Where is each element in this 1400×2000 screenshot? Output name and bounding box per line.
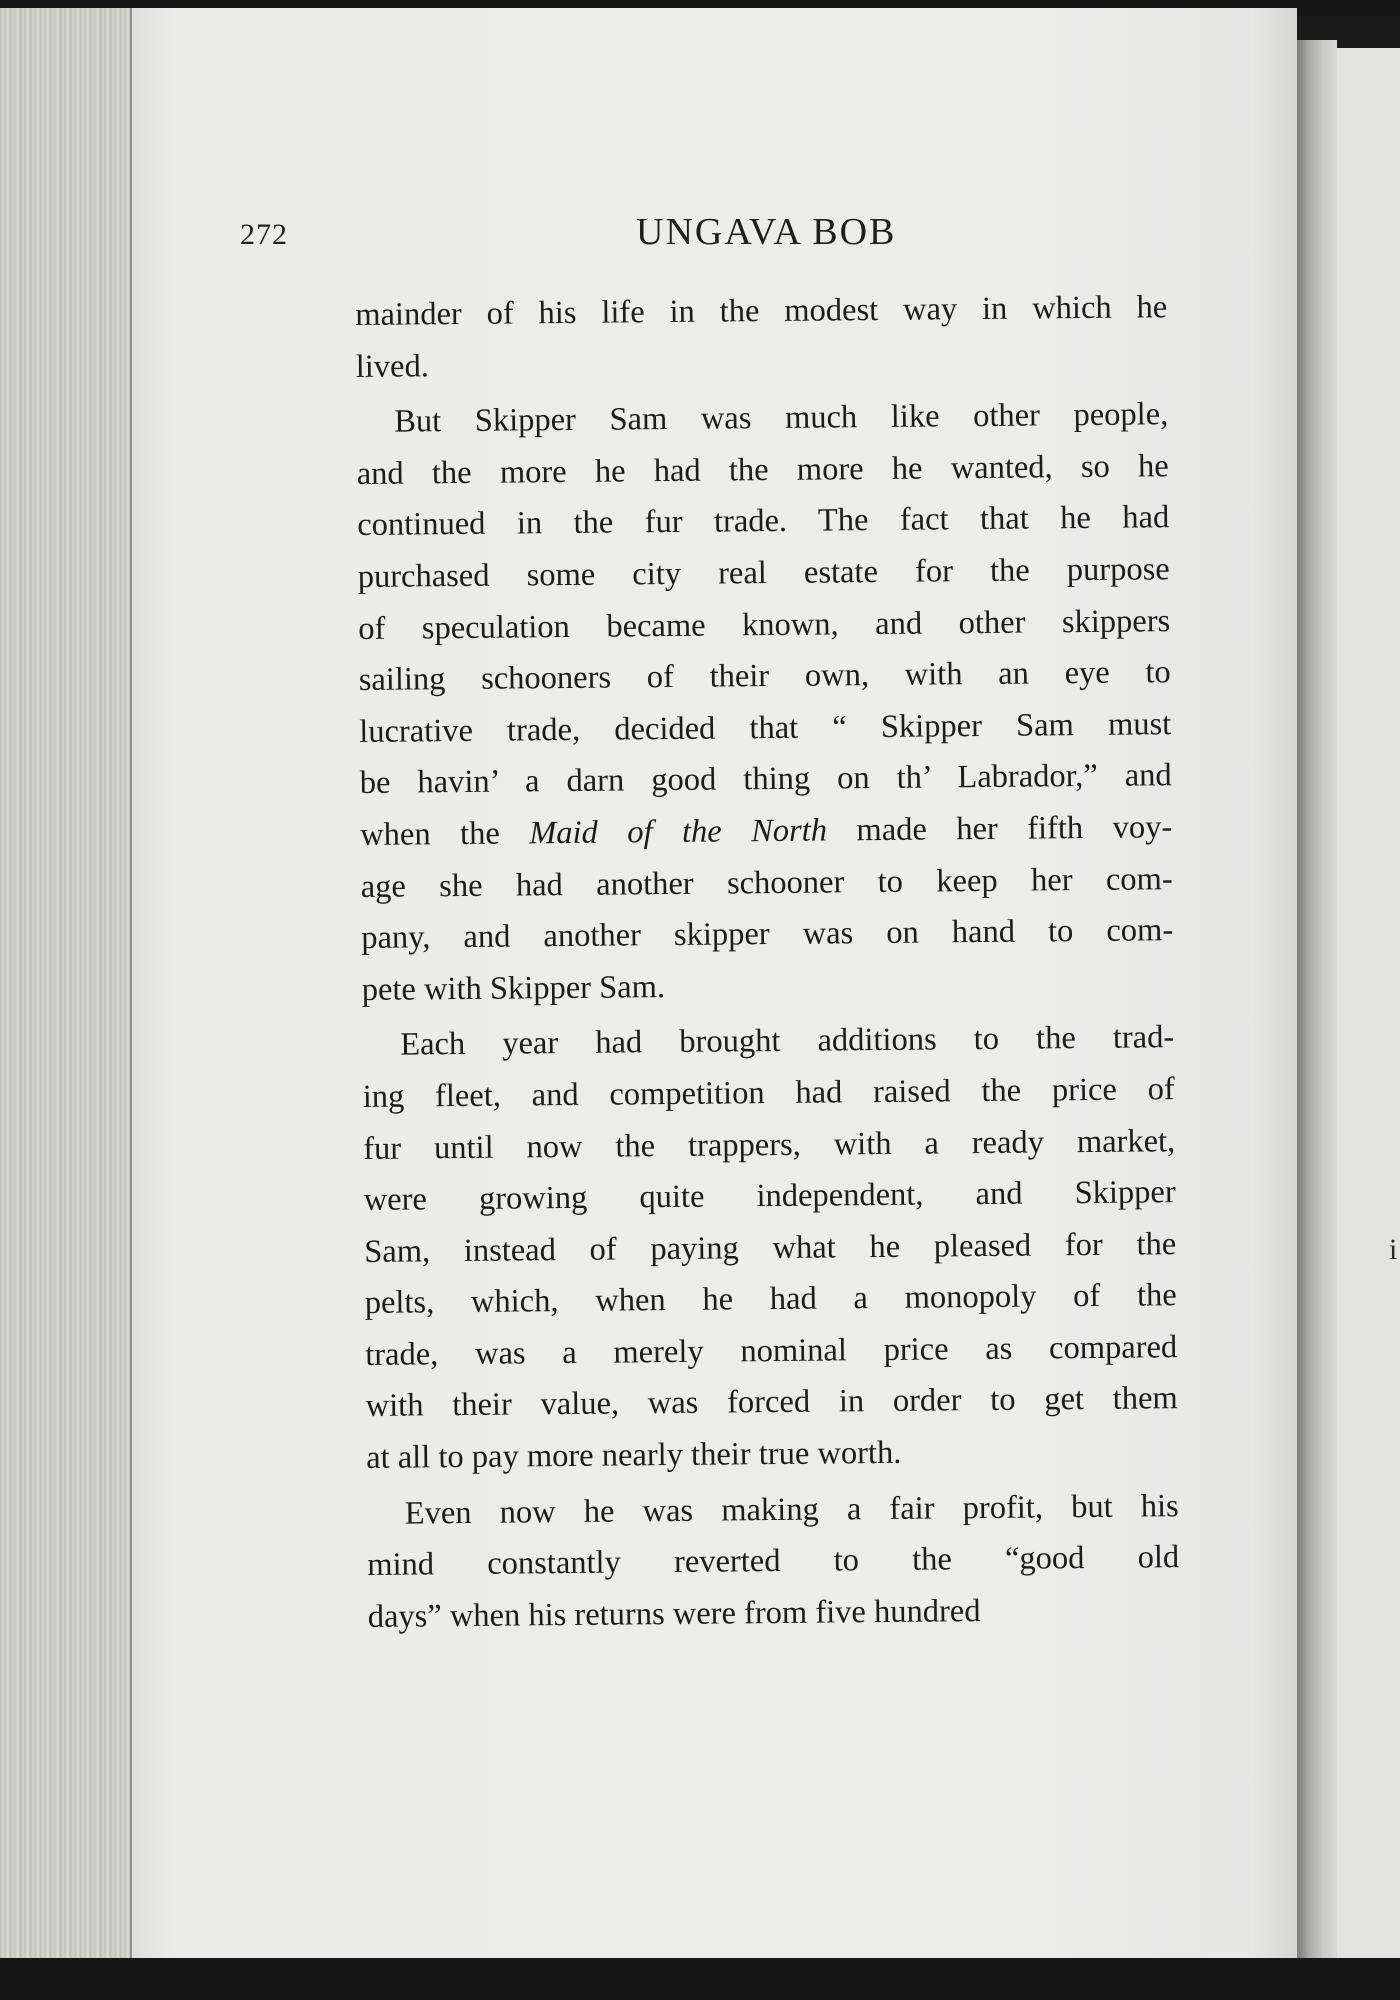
text-line: pelts, which, when he had a monopoly of the (364, 1277, 1177, 1322)
text-line: Even now he was making a fair profit, but his (404, 1487, 1179, 1532)
text-line: and the more he had the more he wanted, so he (356, 447, 1169, 492)
text-line: But Skipper Sam was much like other people, (394, 396, 1169, 440)
text-run: made her fifth voy- (826, 809, 1173, 849)
text-line: fur until now the trappers, with a ready market, (363, 1122, 1176, 1167)
text-line: be havin’ a darn good thing on th’ Labrador,” and (359, 757, 1172, 802)
page-number: 272 (240, 218, 288, 251)
text-line: with their value, was forced in order to get them (365, 1380, 1178, 1425)
text-line: days” when his returns were from five hundred (367, 1592, 981, 1635)
paragraph (367, 1481, 1180, 1644)
text-line: pany, and another skipper was on hand to com- (361, 912, 1174, 957)
text-line: Sam, instead of paying what he pleased for the (364, 1225, 1177, 1270)
text-line (360, 802, 1172, 861)
body-text (355, 282, 1180, 1643)
scan-bottom-edge (0, 1958, 1400, 2000)
page-edges (0, 8, 132, 1963)
paragraph (362, 1012, 1178, 1484)
paragraph (355, 282, 1168, 393)
facing-page-fragment: i (1389, 1233, 1398, 1266)
text-line: at all to pay more nearly their true worth. (366, 1434, 902, 1477)
paragraph (356, 389, 1174, 1016)
text-line: continued in the fur trade. The fact that he had (357, 499, 1170, 544)
text-line: mind constantly reverted to the “good old (367, 1539, 1180, 1584)
running-head (240, 210, 1140, 260)
book-gutter (1297, 40, 1337, 1960)
text-line: lucrative trade, decided that “ Skipper Sam must (359, 705, 1172, 750)
ship-name: Maid of the North (529, 812, 828, 852)
text-line: trade, was a merely nominal price as compared (365, 1329, 1178, 1373)
text-line: of speculation became known, and other skippers (358, 602, 1171, 647)
facing-page (1337, 48, 1400, 1960)
text-line: sailing schooners of their own, with an eye to (358, 654, 1171, 699)
text-line: age she had another schooner to keep her com- (360, 860, 1173, 905)
text-line: lived. (355, 347, 430, 385)
text-line: Each year had brought additions to the trad- (400, 1019, 1175, 1063)
text-line: were growing quite independent, and Skipper (363, 1174, 1176, 1219)
text-line: ing fleet, and competition had raised the price of (362, 1071, 1175, 1115)
text-line: mainder of his life in the modest way in which he (355, 289, 1168, 333)
text-run: when the (360, 815, 530, 853)
book-title: UNGAVA BOB (636, 211, 897, 253)
text-line: purchased some city real estate for the purpose (357, 551, 1170, 595)
text-line: pete with Skipper Sam. (361, 968, 666, 1008)
